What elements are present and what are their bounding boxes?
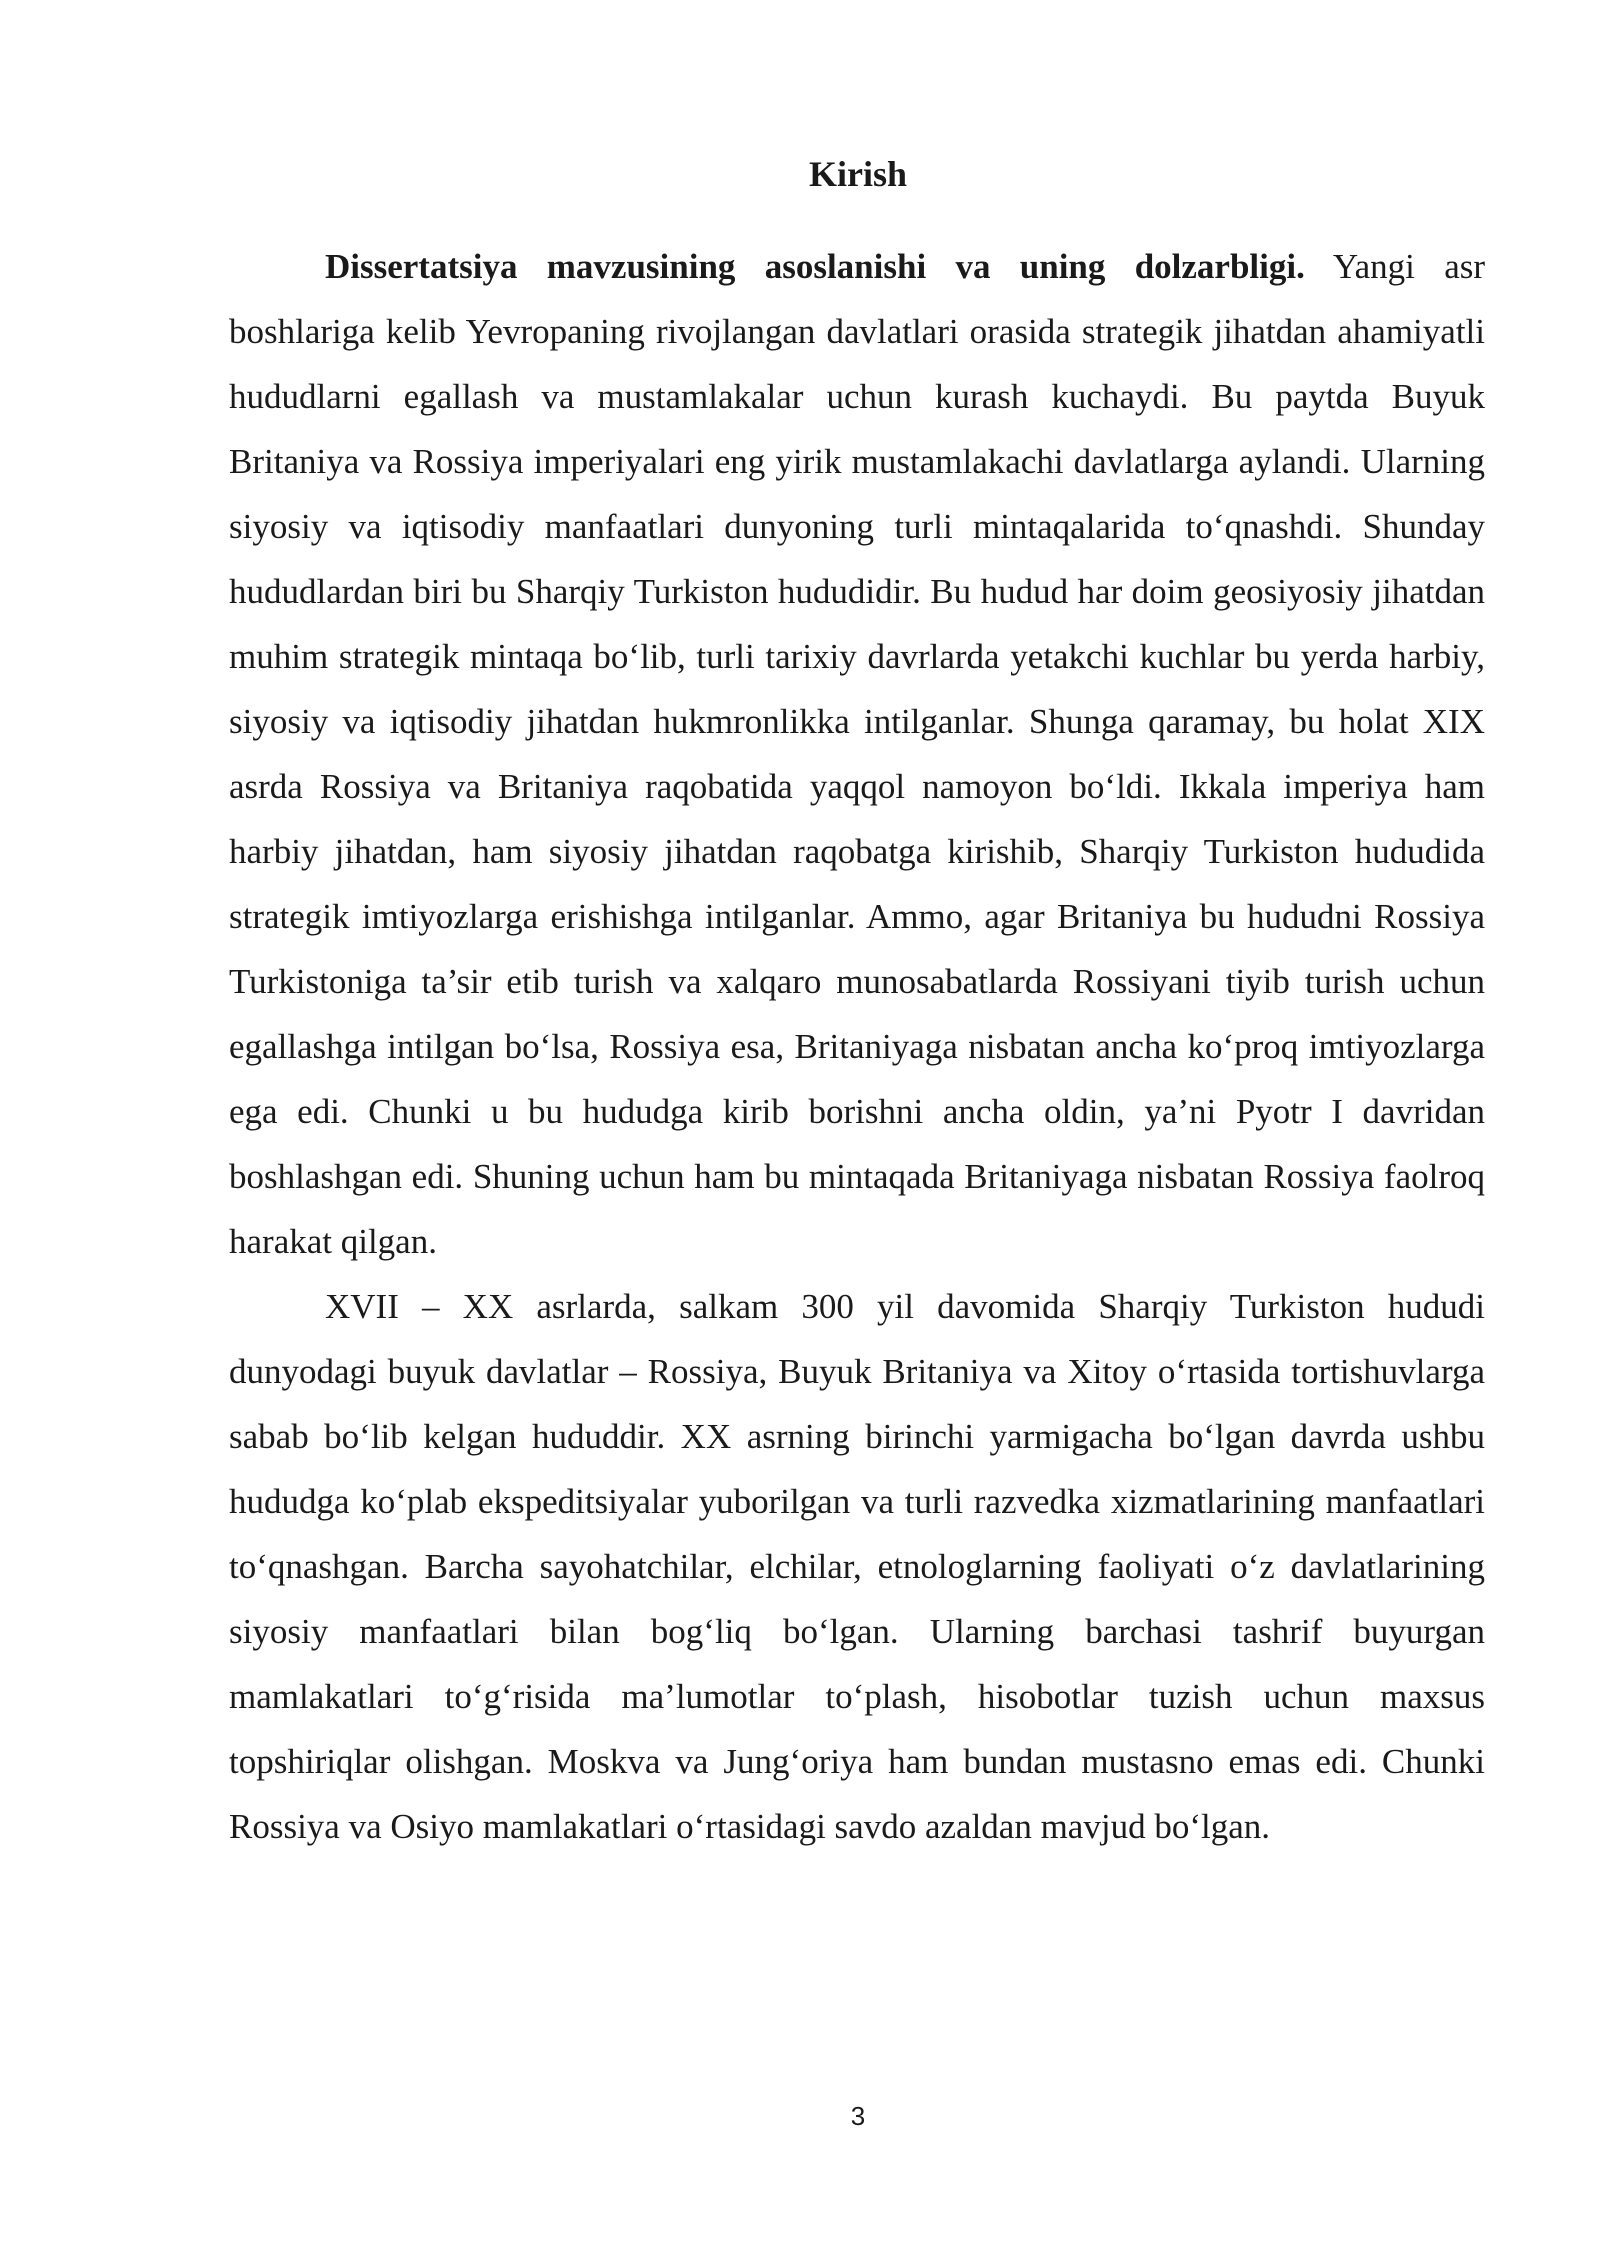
section-heading: Kirish (808, 154, 907, 194)
paragraph-1 (229, 234, 1485, 1274)
paragraph-2 (229, 1274, 1485, 1859)
page-number: 3 (850, 2101, 866, 2131)
paragraph-text: XVII – XX asrlarda, salkam 300 yil davomida Sharqiy Turkiston hududi dunyodagi buyuk davlatlar – Rossiya, Buyuk Britaniya va Xitoy o‘rtasida tortishuvlarga sabab bo‘lib kelgan hududdir. XX asrning birinchi yarmigacha bo‘lgan davrda ushbu hududga ko‘plab ekspeditsiyalar yuborilgan va turli razvedka xizmatlarining manfaatlari to‘qnashgan. Barcha sayohatchilar, elchilar, etnologlarning faoliyati o‘z davlatlarining siyosiy manfaatlari bilan bog‘liq bo‘lgan. Ularning barchasi tashrif buyurgan mamlakatlari to‘g‘risida ma’lumotlar to‘plash, hisobotlar tuzish uchun maxsus topshiriqlar olishgan. Moskva va Jung‘oriya ham bundan mustasno emas edi. Chunki Rossiya va Osiyo mamlakatlari o‘rtasidagi savdo azaldan mavjud bo‘lgan. (229, 1287, 1485, 1846)
paragraph-lead: Dissertatsiya mavzusining asoslanishi va uning dolzarbligi. (325, 247, 1305, 286)
paragraph-text: Yangi asr boshlariga kelib Yevropaning rivojlangan davlatlari orasida strategik jihatdan ahamiyatli hududlarni egallash va mustamlakalar uchun kurash kuchaydi. Bu paytda Buyuk Britaniya va Rossiya imperiyalari eng yirik mustamlakachi davlatlarga aylandi. Ularning siyosiy va iqtisodiy manfaatlari dunyoning turli mintaqalarida to‘qnashdi. Shunday hududlardan biri bu Sharqiy Turkiston hududidir. Bu hudud har doim geosiyosiy jihatdan muhim strategik mintaqa bo‘lib, turli tarixiy davrlarda yetakchi kuchlar bu yerda harbiy, siyosiy va iqtisodiy jihatdan hukmronlikka intilganlar. Shunga qaramay, bu holat XIX asrda Rossiya va Britaniya raqobatida yaqqol namoyon bo‘ldi. Ikkala imperiya ham harbiy jihatdan, ham siyosiy jihatdan raqobatga kirishib, Sharqiy Turkiston hududida strategik imtiyozlarga erishishga intilganlar. Ammo, agar Britaniya bu hududni Rossiya Turkistoniga ta’sir etib turish va xalqaro munosabatlarda Rossiyani tiyib turish uchun egallashga intilgan bo‘lsa, Rossiya esa, Britaniyaga nisbatan ancha ko‘proq imtiyozlarga ega edi. Chunki u bu hududga kirib borishni ancha oldin, ya’ni Pyotr I davridan boshlashgan edi. Shuning uchun ham bu mintaqada Britaniyaga nisbatan Rossiya faolroq harakat qilgan. (229, 247, 1486, 1261)
body-text (229, 234, 1485, 1859)
